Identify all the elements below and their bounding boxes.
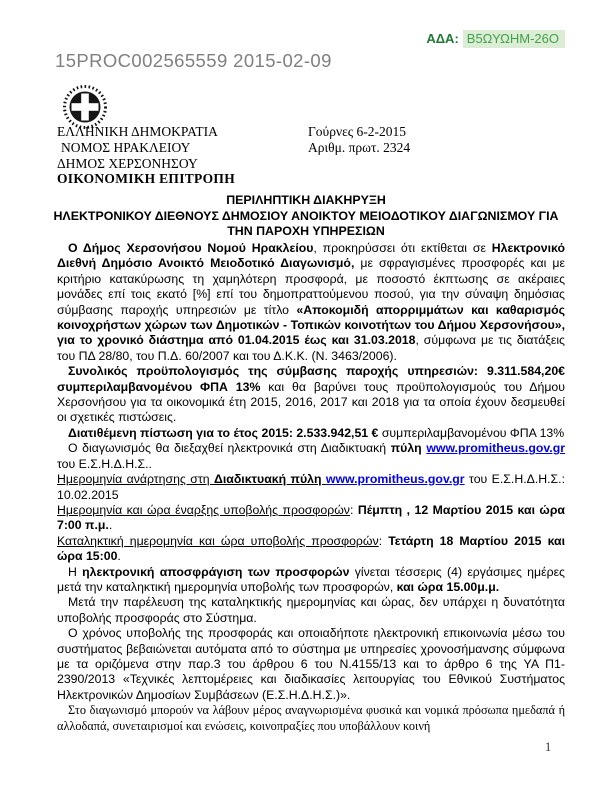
text-segment: με σφραγισμένες προσφορές και με κριτήριο κατακύρωσης τη χαμηλότερη προσφορά, με ποσοστό έκπτωσης σε ακέραιες μονάδες επί τοις εκατό [%] επί του δημοπραττούμενου ποσού, για την σύναψη δημόσιας σύμβασης παροχής υπηρεσιών με τίτλο	[57, 256, 565, 317]
text-segment: «Αποκομιδή απορριμμάτων και καθαρισμός κοινοχρήστων χώρων των Δημοτικών - Τοπικών κοινοτήτων του Δήμου Χερσονήσου», για το χρονικό διάστημα από 01.04.2015 έως και 31.03.2018	[57, 302, 566, 348]
text-segment: Μετά την παρέλευση της καταληκτικής ημερομηνίας και ώρας, δεν υπάρχει η δυνατότητα υποβολής προσφοράς στο Σύστημα.	[57, 595, 565, 625]
paragraph	[57, 426, 565, 441]
text-segment: Ημερομηνία και ώρα έναρξης υποβολής προσφορών	[57, 502, 350, 517]
text-segment: Συνολικός προϋπολογισμός της σύμβασης παροχής υπηρεσιών: 9.311.584,20€ συμπεριλαμβανομένου ΦΠΑ 13%	[57, 364, 565, 394]
document-title	[50, 193, 562, 240]
document-body	[57, 241, 565, 734]
text-segment: του Ε.Σ.Η.Δ.Η.Σ..	[57, 456, 152, 471]
text-segment: Ο Δήμος Χερσονήσου Νομού Ηρακλείου	[68, 241, 314, 255]
text-segment: Τετάρτη 18 Μαρτίου 2015 και ώρα 15:00	[57, 533, 565, 564]
text-segment: Στο διαγωνισμό μπορούν να λάβουν μέρος αναγνωρισμένα φυσικά και νομικά πρόσωπα ημεδαπά ή αλλοδαπά, συνεταιρισμοί και ενώσεις, κοινοπραξίες που υποβάλλουν κοινή	[57, 703, 565, 733]
text-segment: Ο διαγωνισμός θα διεξαχθεί ηλεκτρονικά στη Διαδικτυακή	[68, 441, 391, 456]
text-segment: :	[378, 533, 389, 548]
place-date: Γούρνες 6-2-2015	[308, 124, 406, 139]
text-segment: πύλη	[390, 441, 427, 456]
text-segment: και ώρα 15.00μ.μ.	[396, 579, 500, 594]
text-segment: Ηλεκτρονικό Διεθνή Δημόσιο Ανοικτό Μειοδοτικό Διαγωνισμό,	[57, 241, 565, 271]
promitheus-link[interactable]: www.promitheus.gov.gr	[325, 472, 465, 487]
paragraph	[57, 441, 565, 472]
paragraph	[57, 503, 565, 534]
text-segment: , σύμφωνα με τις διατάξεις του ΠΔ 28/80, του Π.Δ. 60/2007 και του Δ.Κ.Κ. (Ν. 3463/2006).	[57, 333, 565, 363]
paragraph	[57, 241, 565, 364]
text-segment: Πέμπτη , 12 Μαρτίου 2015 και ώρα 7:00 π.μ.	[57, 502, 565, 533]
ada-row	[426, 31, 565, 46]
protocol-block	[308, 124, 410, 156]
ada-code: Β5ΩΥΩΗΜ-26Ο	[463, 30, 565, 48]
agency-line-republic: ΕΛΛΗΝΙΚΗ ΔΗΜΟΚΡΑΤΙΑ	[57, 124, 218, 139]
page-number: 1	[545, 740, 552, 754]
text-segment: .	[117, 549, 121, 564]
paragraph	[57, 626, 565, 703]
paragraph	[57, 595, 565, 626]
protocol-number: Αριθμ. πρωτ. 2324	[308, 139, 411, 155]
procurement-id: 15PROC002565559 2015-02-09	[55, 50, 332, 71]
text-segment: και θα βαρύνει τους προϋπολογισμούς του Δήμου Χερσονήσου για τα οικονομικά έτη 2015, 2016, 2017 και 2018 για τα οποία έχουν δεσμευθεί οι σχετικές πιστώσεις.	[57, 379, 565, 425]
agency-line-municipality: ΔΗΜΟΣ ΧΕΡΣΟΝΗΣΟΥ	[57, 155, 198, 171]
text-segment: ηλεκτρονική αποσφράγιση των προσφορών	[82, 564, 355, 579]
ada-label: ΑΔΑ:	[426, 31, 459, 46]
text-segment: συμπεριλαμβανομένου ΦΠΑ 13%	[378, 425, 565, 440]
title-line-2: ΗΛΕΚΤΡΟΝΙΚΟΥ ΔΙΕΘΝΟΥΣ ΔΗΜΟΣΙΟΥ ΑΝΟΙΚΤΟΥ ΜΕΙΟΔΟΤΙΚΟΥ ΔΙΑΓΩΝΙΣΜΟΥ ΓΙΑ ΤΗΝ ΠΑΡΟΧΗ ΥΠΗΡΕΣΙΩΝ	[53, 208, 559, 238]
paragraph	[57, 364, 565, 426]
text-segment: .	[108, 518, 113, 533]
title-line-1: ΠΕΡΙΛΗΠΤΙΚΗ ΔΙΑΚΗΡΥΞΗ	[226, 193, 386, 207]
text-segment: Ο χρόνος υποβολής της προσφοράς και οποιαδήποτε ηλεκτρονική επικοινωνία μέσω του συστήματος βεβαιώνεται αυτόματα από το σύστημα με υπηρεσίες χρονοσήμανσης σύμφωνα με τα οριζόμενα στην παρ.3 του άρθρου 6 του Ν.4155/13 και το άρθρο 6 της ΥΑ Π1-2390/2013 «Τεχνικές λεπτομέρειες και διαδικασίες λειτουργίας του Εθνικού Συστήματος Ηλεκτρονικών Δημοσίων Συμβάσεων (Ε.Σ.Η.Δ.Η.Σ.)».	[57, 626, 565, 702]
text-segment: , προκηρύσσει ότι εκτίθεται σε	[313, 241, 492, 255]
text-segment: :	[349, 502, 358, 517]
agency-block	[57, 124, 235, 187]
text-segment: Η	[68, 564, 83, 579]
paragraph	[57, 534, 565, 565]
text-segment: του Ε.Σ.Η.Δ.Η.Σ.: 10.02.2015	[57, 472, 565, 502]
paragraph	[57, 565, 565, 596]
text-segment: Διατιθέμενη πίστωση για το έτος 2015: 2.533.942,51 €	[68, 425, 379, 440]
text-segment: Ημερομηνία ανάρτησης στη	[57, 472, 214, 487]
paragraph	[57, 703, 565, 734]
agency-line-prefecture: ΝΟΜΟΣ ΗΡΑΚΛΕΙΟΥ	[61, 139, 191, 155]
promitheus-link[interactable]: www.promitheus.gov.gr	[426, 441, 566, 456]
paragraph	[57, 472, 565, 503]
text-segment: γίνεται τέσσερις (4) εργάσιμες ημέρες μετά την καταληκτική ημερομηνία υποβολής των προσφορών,	[57, 564, 565, 594]
text-segment: Διαδικτυακή πύλη	[214, 472, 326, 487]
text-segment: Καταληκτική ημερομηνία και ώρα υποβολής προσφορών	[57, 533, 379, 548]
agency-line-committee: ΟΙΚΟΝΟΜΙΚΗ ΕΠΙΤΡΟΠΗ	[57, 171, 236, 187]
